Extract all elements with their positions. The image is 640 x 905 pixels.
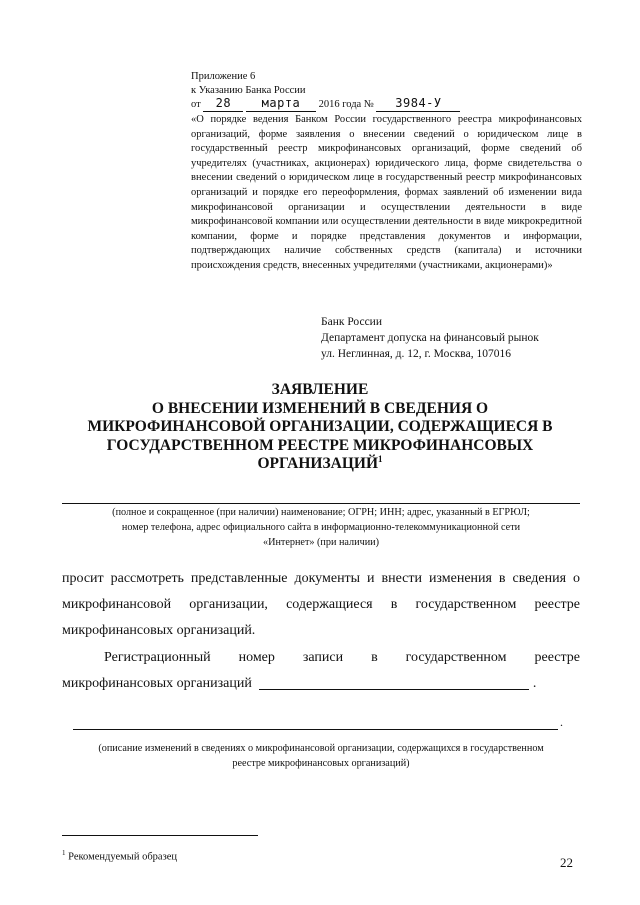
appendix-label: Приложение 6 [191,71,256,82]
title-line: ГОСУДАРСТВЕННОМ РЕЕСТРЕ МИКРОФИНАНСОВЫХ [106,436,534,454]
changes-field-end: . [560,715,563,729]
footnote [62,849,177,863]
request-paragraph: просит рассмотреть представленные документы и внести изменения в сведения о микрофинансовой организации, содержащиеся в государственном реестре микрофинансовых организаций. [62,571,580,638]
changes-field-hint: (описание изменений в сведениях о микрофинансовой организации, содержащихся в государственном реестре микрофинансовых организаций) [98,743,544,769]
registration-number-line2: микрофинансовых организаций . [62,671,536,697]
date-prefix: от [191,99,201,110]
title-line: ОРГАНИЗАЦИЙ$^1$ [257,453,383,472]
date-day: 28 [203,97,243,112]
footnote-mark: 1 [62,849,66,857]
title-line: О ВНЕСЕНИИ ИЗМЕНЕНИЙ В СВЕДЕНИЯ О [151,399,489,417]
footnote-separator [62,835,258,836]
title-line: ЗАЯВЛЕНИЕ [271,381,369,398]
date-year: 2016 года № [318,99,374,110]
order-number: 3984-У [376,97,460,112]
directive-reference: к Указанию Банка России [191,85,306,96]
title-line: МИКРОФИНАНСОВОЙ ОРГАНИЗАЦИИ, СОДЕРЖАЩИЕСЯ В [87,418,553,435]
registration-number-field [259,673,529,690]
changes-field-line [73,729,558,730]
date-month: марта [246,97,316,112]
applicant-field-hint: (полное и сокращенное (при наличии) наименование; ОГРН; ИНН; адрес, указанный в ЕГРЮЛ; номер телефона, адрес официального сайта в информационно-телекоммуникационной сети «Интернет» (при наличии) [112,507,530,548]
directive-description: «О порядке ведения Банком России государственного реестра микрофинансовых организаций, форме заявления о внесении сведений о юридическом лице в государственный реестр микрофинансовых организаций, форме сведений об учредителях (участниках, акционерах) юридического лица, форме свидетельства о внесении сведений о юридическом лице в государственный реестр микрофинансовых организаций и порядке его переоформления, формах заявлений об изменении вида микрофинансовой организации и осуществлении деятельности в виде микрофинансовой компании или осуществлении деятельности в виде микрокредитной компании, форме и порядке представления документов и информации, подтверждающих наличие собственных средств (капитала) и источники происхождения средств, внесенных учредителями (участниками, акционерами)» [191,114,582,271]
applicant-field-line [62,503,580,504]
document-title [60,381,580,474]
title-footnote-mark: 1 [378,453,383,464]
page-number: 22 [560,855,573,870]
addressee-department: Департамент допуска на финансовый рынок [321,332,539,344]
directive-date-line [191,97,460,112]
addressee-bank: Банк России [321,316,382,328]
footnote-text: Рекомендуемый образец [68,851,178,863]
addressee-address: ул. Неглинная, д. 12, г. Москва, 107016 [321,348,511,360]
registration-number-line1: Регистрационный номер записи в государственном реестре [104,650,580,665]
